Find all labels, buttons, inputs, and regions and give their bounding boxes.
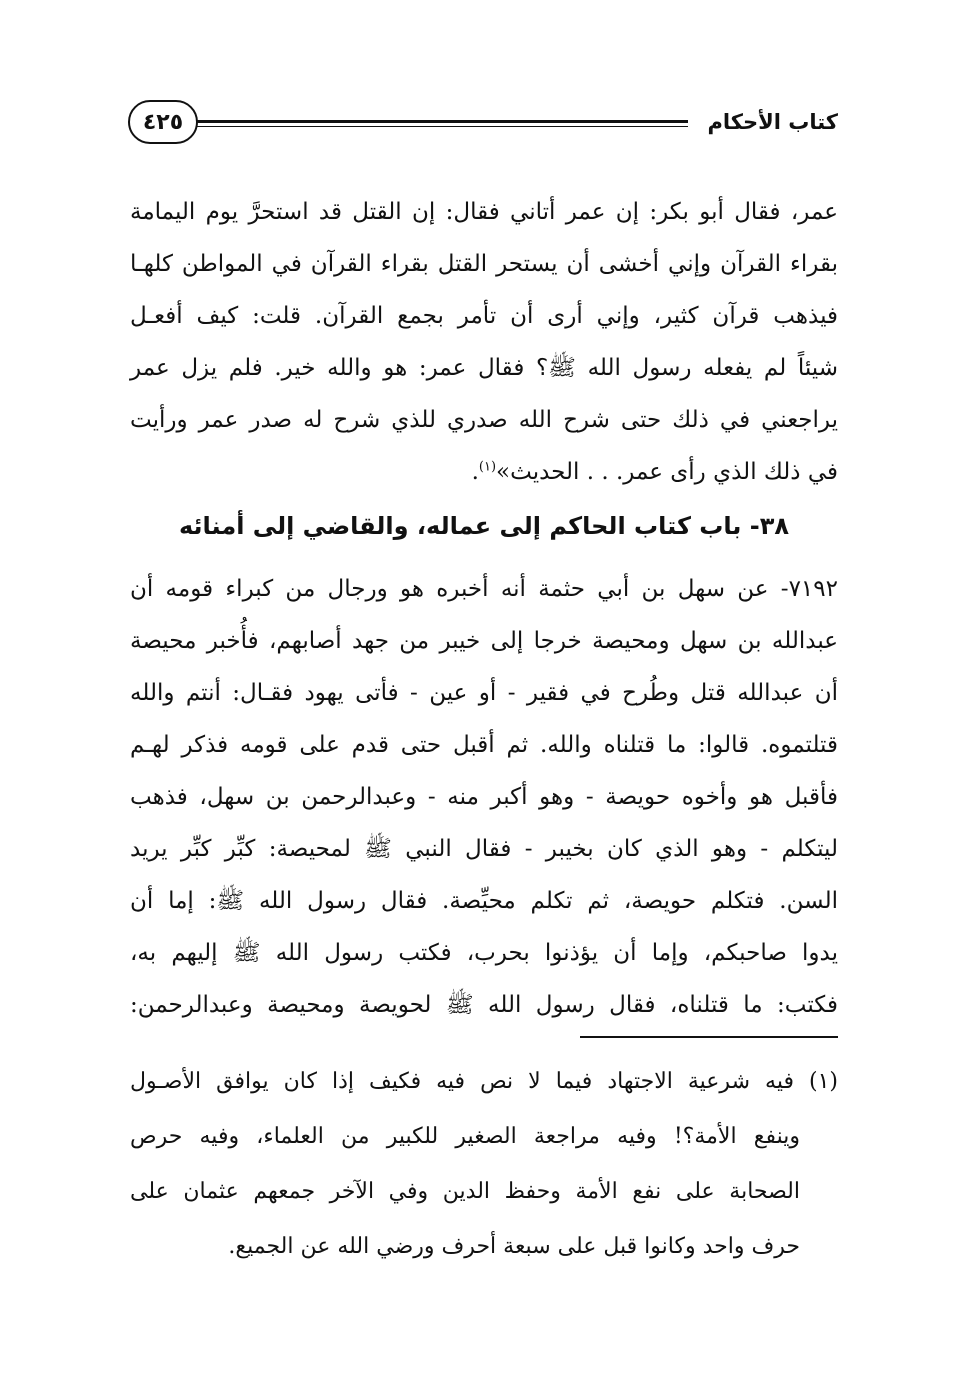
footnote-line: وينفع الأمة؟! وفيه مراجعة الصغير للكبير من العلماء، وفيه حرص bbox=[130, 1124, 800, 1149]
footnote bbox=[130, 1054, 838, 1274]
text-line: شيئاً لم يفعله رسول الله ﷺ؟ فقال عمر: هو والله خير. فلم يزل عمر bbox=[130, 355, 838, 381]
footnote-line: (١) فيه شرعية الاجتهاد فيما لا نص فيه فكيف إذا كان يوافق الأصـول bbox=[130, 1069, 838, 1094]
text-line: فيذهب قرآن كثير، وإني أرى أن تأمر بجمع القرآن. قلت: كيف أفعـل bbox=[130, 303, 838, 329]
text-line: قتلتموه. قالوا: ما قتلناه والله. ثم أقبل حتى قدم على قومه فذكر لهـم bbox=[130, 732, 838, 758]
footnote-divider bbox=[580, 1036, 838, 1038]
footnote-line: الصحابة على نفع الأمة وحفظ الدين وفي الآخر جمعهم عثمان على bbox=[130, 1179, 800, 1204]
text-line: في ذلك الذي رأى عمر. . . الحديث» bbox=[496, 459, 838, 485]
text-line: عبدالله بن سهل ومحيصة خرجا إلى خيبر من جهد أصابهم، فأُخبر محيصة bbox=[130, 628, 838, 654]
book-title: كتاب الأحكام bbox=[707, 110, 838, 134]
page-header bbox=[128, 100, 838, 160]
text-line: أن عبدالله قتل وطُرح في فقير - أو عين - فأتى يهود فقـال: أنتم والله bbox=[130, 680, 838, 706]
footnote-line: حرف واحد وكانوا قبل على سبعة أحرف ورضي الله عن الجميع. bbox=[228, 1234, 800, 1259]
text-line: عمر، فقال أبو بكر: إن عمر أتاني فقال: إن القتل قد استحرَّ يوم اليمامة bbox=[130, 199, 838, 225]
text-line-last: في ذلك الذي رأى عمر. . . الحديث»$^{(١)}$. bbox=[471, 459, 838, 485]
section-heading: ٣٨- باب كتاب الحاكم إلى عماله، والقاضي إلى أمنائه bbox=[178, 512, 790, 540]
text-line: بقراء القرآن وإني أخشى أن يستحر القتل بقراء القرآن في المواطن كلهـا bbox=[130, 251, 838, 277]
header-rule bbox=[196, 120, 688, 127]
text-line: السن. فتكلم حويصة، ثم تكلم محيِّصة. فقال رسول الله ﷺ: إما أن bbox=[130, 888, 838, 914]
text-line: ليتكلم - وهو الذي كان بخيبر - فقال النبي ﷺ لمحيصة: كبِّر كبِّر يريد bbox=[130, 836, 838, 862]
text-line: يدوا صاحبكم، وإما أن يؤذنوا بحرب، فكتب رسول الله ﷺ إليهم به، bbox=[130, 940, 838, 966]
page-number: ٤٢٥ bbox=[142, 109, 184, 135]
paragraph-continuation bbox=[130, 186, 838, 498]
text-line: فأقبل هو وأخوه حويصة - وهو أكبر منه - وعبدالرحمن بن سهل، فذهب bbox=[130, 784, 838, 810]
page-number-badge bbox=[128, 100, 198, 144]
text-line: يراجعني في ذلك حتى شرح الله صدري للذي شرح له صدر عمر ورأيت bbox=[130, 407, 838, 433]
text-line: ٧١٩٢- عن سهل بن أبي حثمة أنه أخبره هو ورجال من كبراء قومه أن bbox=[130, 576, 838, 602]
hadith-paragraph bbox=[130, 563, 838, 1031]
footnote-ref[interactable]: (١) bbox=[478, 459, 497, 475]
text-line: فكتب: ما قتلناه، فقال رسول الله ﷺ لحويصة ومحيصة وعبدالرحمن: bbox=[130, 992, 838, 1018]
